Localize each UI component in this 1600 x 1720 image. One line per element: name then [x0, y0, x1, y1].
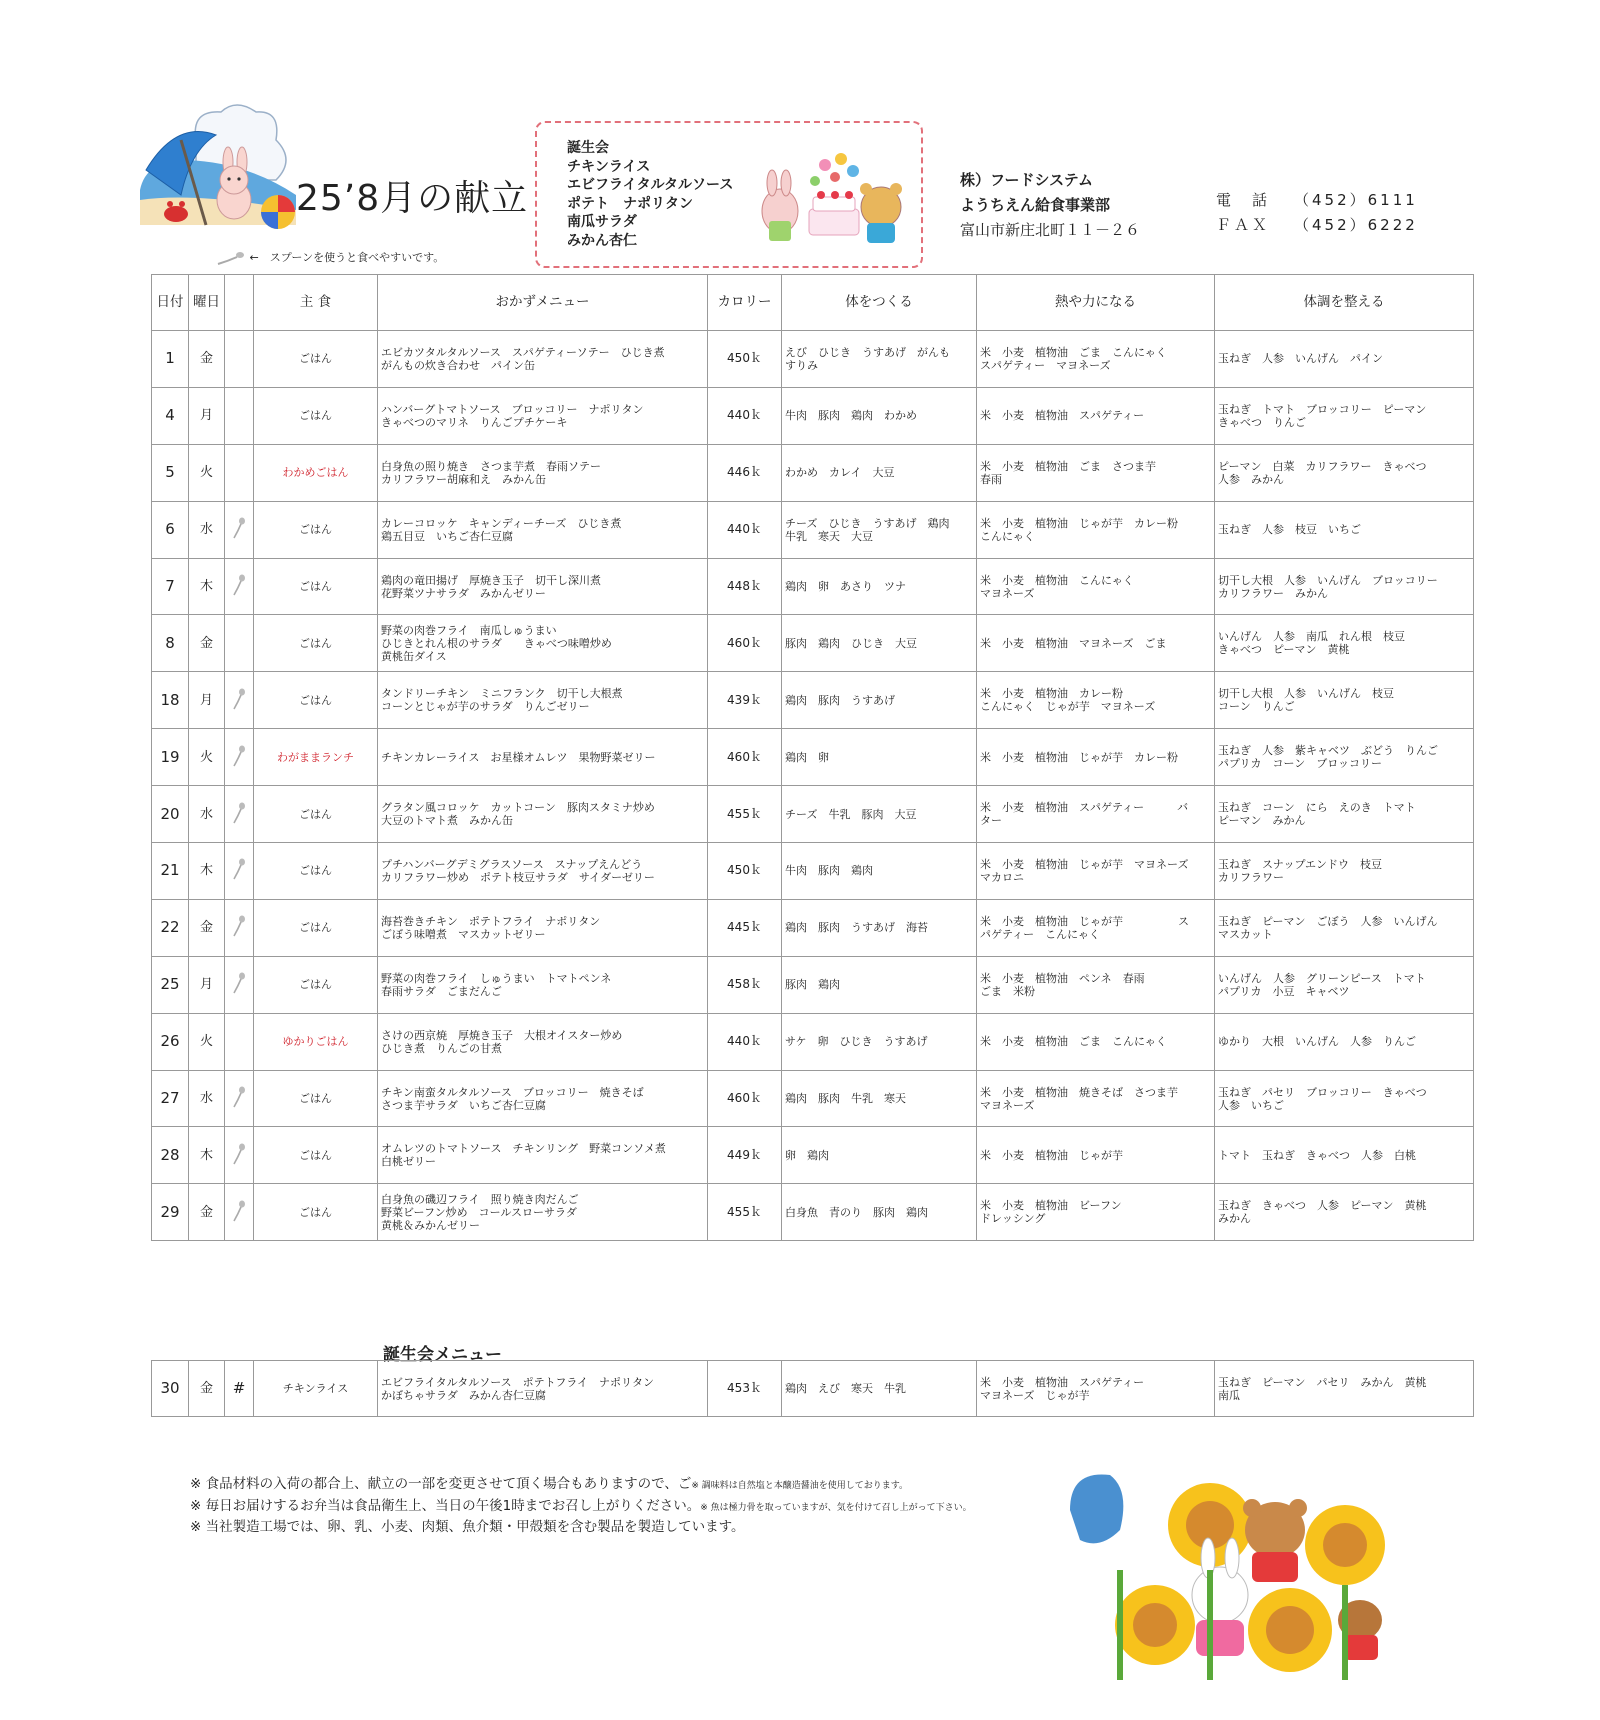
cell-side-dishes: チキンカレーライス お星様オムレツ 果物野菜ゼリー — [378, 729, 708, 786]
birthday-box-line: 南瓜サラダ — [567, 214, 637, 230]
cell-weekday: 水 — [189, 786, 225, 843]
spoon-icon — [232, 574, 246, 596]
cell-date: 6 — [152, 501, 189, 558]
cell-energy: 米 小麦 植物油 ペンネ 春雨 ごま 米粉 — [977, 956, 1215, 1013]
table-row — [152, 444, 1474, 501]
cell-calories: 439ｋ — [708, 672, 782, 729]
note-text: ※ 食品材料の入荷の都合上、献立の一部を変更させて頂く場合もありますので、ご — [190, 1476, 692, 1492]
beach-illustration — [136, 100, 296, 240]
cell-side-dishes: 野菜の肉巻フライ 南瓜しゅうまい ひじきとれん根のサラダ きゃべつ味噌炒め 黄桃缶ダイス — [378, 615, 708, 672]
spoon-icon — [232, 1086, 246, 1108]
cell-side-dishes: カレーコロッケ キャンディーチーズ ひじき煮 鶏五目豆 いちご杏仁豆腐 — [378, 501, 708, 558]
cell-weekday: 木 — [189, 843, 225, 900]
header-calories: カロリー — [708, 275, 782, 331]
cell-date: 26 — [152, 1013, 189, 1070]
table-row — [152, 1184, 1474, 1241]
table-header-row — [152, 275, 1474, 331]
cell-energy: 米 小麦 植物油 ごま こんにゃく スパゲティー マヨネーズ — [977, 331, 1215, 388]
cell-body-building: わかめ カレイ 大豆 — [782, 444, 977, 501]
cell-staple: ごはん — [254, 501, 378, 558]
cell-condition: 玉ねぎ 人参 紫キャベツ ぶどう りんご パプリカ コーン ブロッコリー — [1215, 729, 1474, 786]
cell-energy: 米 小麦 植物油 ごま さつま芋 春雨 — [977, 444, 1215, 501]
cell-spoon — [225, 1013, 254, 1070]
cell-calories: 449ｋ — [708, 1127, 782, 1184]
cell-calories: 440ｋ — [708, 387, 782, 444]
cell-condition: 玉ねぎ スナップエンドウ 枝豆 カリフラワー — [1215, 843, 1474, 900]
fax-number: （452）6222 — [1294, 216, 1418, 234]
birthday-party-box — [535, 121, 923, 268]
cell-spoon — [225, 558, 254, 615]
cell-calories: 440ｋ — [708, 501, 782, 558]
cell-date: 27 — [152, 1070, 189, 1127]
cell-calories: 455ｋ — [708, 1184, 782, 1241]
cell-spoon — [225, 387, 254, 444]
cell-energy: 米 小麦 植物油 スパゲティー マヨネーズ じゃが芋 — [977, 1361, 1215, 1417]
cell-weekday: 月 — [189, 956, 225, 1013]
cell-calories: 460ｋ — [708, 1070, 782, 1127]
spoon-icon — [232, 745, 246, 767]
cell-weekday: 木 — [189, 558, 225, 615]
cell-side-dishes: エビカツタルタルソース スパゲティーソテー ひじき煮 がんもの炊き合わせ パイン缶 — [378, 331, 708, 388]
cell-body-building: サケ 卵 ひじき うすあげ — [782, 1013, 977, 1070]
cell-calories: 453ｋ — [708, 1361, 782, 1417]
note-small-text: ※ 魚は極力骨を取っていますが、気を付けて召し上がって下さい。 — [700, 1502, 972, 1513]
cell-spoon — [225, 501, 254, 558]
cell-spoon — [225, 1184, 254, 1241]
table-row — [152, 1013, 1474, 1070]
birthday-box-line: エビフライタルタルソース — [567, 177, 734, 193]
cell-side-dishes: 白身魚の磯辺フライ 照り焼き肉だんご 野菜ビーフン炒め コールスローサラダ 黄桃＆みかんゼリー — [378, 1184, 708, 1241]
cell-staple: ごはん — [254, 786, 378, 843]
cell-body-building: チーズ 牛乳 豚肉 大豆 — [782, 786, 977, 843]
page-title: 25’8月の献立 — [296, 178, 529, 219]
birthday-box-line: ポテト ナポリタン — [567, 195, 693, 212]
spoon-note — [216, 249, 444, 265]
cell-weekday: 火 — [189, 729, 225, 786]
cell-staple: ごはん — [254, 615, 378, 672]
spoon-icon — [232, 972, 246, 994]
cell-spoon — [225, 899, 254, 956]
cell-energy: 米 小麦 植物油 スパゲティー バ ター — [977, 786, 1215, 843]
cell-weekday: 火 — [189, 1013, 225, 1070]
cell-condition: 玉ねぎ 人参 枝豆 いちご — [1215, 501, 1474, 558]
cell-spoon — [225, 843, 254, 900]
menu-table — [151, 274, 1474, 1241]
header-condition: 体調を整える — [1215, 275, 1474, 331]
cell-mark: # — [225, 1361, 254, 1417]
cell-body-building: 牛肉 豚肉 鶏肉 わかめ — [782, 387, 977, 444]
cell-date: 30 — [152, 1361, 189, 1417]
note-small-text: ※ 調味料は自然塩と本醸造醤油を使用しております。 — [691, 1481, 909, 1491]
cell-weekday: 金 — [189, 615, 225, 672]
spoon-icon — [232, 802, 246, 824]
cell-date: 8 — [152, 615, 189, 672]
cell-calories: 445ｋ — [708, 899, 782, 956]
cell-body-building: 鶏肉 卵 — [782, 729, 977, 786]
cell-weekday: 月 — [189, 672, 225, 729]
cell-calories: 455ｋ — [708, 786, 782, 843]
cell-condition: 玉ねぎ きゃべつ 人参 ピーマン 黄桃 みかん — [1215, 1184, 1474, 1241]
birthday-box-line: チキンライス — [567, 158, 651, 175]
cell-body-building: 白身魚 青のり 豚肉 鶏肉 — [782, 1184, 977, 1241]
cell-staple: ごはん — [254, 899, 378, 956]
company-address: 富山市新庄北町１１－２６ — [960, 221, 1141, 239]
cell-calories: 460ｋ — [708, 729, 782, 786]
notes — [190, 1475, 972, 1538]
cell-condition: トマト 玉ねぎ きゃべつ 人参 白桃 — [1215, 1127, 1474, 1184]
spoon-icon — [216, 251, 246, 265]
cell-energy: 米 小麦 植物油 じゃが芋 ス パゲティー こんにゃく — [977, 899, 1215, 956]
cell-date: 25 — [152, 956, 189, 1013]
cell-side-dishes: さけの西京焼 厚焼き玉子 大根オイスター炒め ひじき煮 りんごの甘煮 — [378, 1013, 708, 1070]
cell-spoon — [225, 1127, 254, 1184]
table-row — [152, 899, 1474, 956]
birthday-menu-table — [151, 1360, 1474, 1417]
cell-condition: 玉ねぎ ピーマン パセリ みかん 黄桃 南瓜 — [1215, 1361, 1474, 1417]
cell-date: 29 — [152, 1184, 189, 1241]
note-text: ※ 当社製造工場では、卵、乳、小麦、肉類、魚介類・甲殻類を含む製品を製造しています。 — [190, 1519, 745, 1535]
cell-weekday: 金 — [189, 1184, 225, 1241]
cell-calories: 460ｋ — [708, 615, 782, 672]
cell-calories: 450ｋ — [708, 331, 782, 388]
cell-body-building: 鶏肉 豚肉 牛乳 寒天 — [782, 1070, 977, 1127]
spoon-icon — [232, 517, 246, 539]
cell-date: 1 — [152, 331, 189, 388]
cell-date: 4 — [152, 387, 189, 444]
table-row — [152, 956, 1474, 1013]
cell-condition: 玉ねぎ パセリ ブロッコリー きゃべつ 人参 いちご — [1215, 1070, 1474, 1127]
header-staple: 主 食 — [254, 275, 378, 331]
cell-energy: 米 小麦 植物油 スパゲティー — [977, 387, 1215, 444]
cell-side-dishes: 白身魚の照り焼き さつま芋煮 春雨ソテー カリフラワー胡麻和え みかん缶 — [378, 444, 708, 501]
cell-condition: 玉ねぎ 人参 いんげん パイン — [1215, 331, 1474, 388]
cell-condition: 玉ねぎ トマト ブロッコリー ピーマン きゃべつ りんご — [1215, 387, 1474, 444]
spoon-icon — [232, 1200, 246, 1222]
table-row — [152, 331, 1474, 388]
header-weekday: 曜日 — [189, 275, 225, 331]
cell-staple: チキンライス — [254, 1361, 378, 1417]
birthday-menu-list — [567, 139, 733, 250]
cell-calories: 440ｋ — [708, 1013, 782, 1070]
cell-staple: わがままランチ — [254, 729, 378, 786]
cell-body-building: 鶏肉 えび 寒天 牛乳 — [782, 1361, 977, 1417]
cell-side-dishes: 鶏肉の竜田揚げ 厚焼き玉子 切干し深川煮 花野菜ツナサラダ みかんゼリー — [378, 558, 708, 615]
cell-spoon — [225, 786, 254, 843]
cell-date: 22 — [152, 899, 189, 956]
cell-staple: ごはん — [254, 331, 378, 388]
spoon-note-text: ← スプーンを使うと食べやすいです。 — [249, 251, 445, 264]
cell-spoon — [225, 672, 254, 729]
cell-spoon — [225, 729, 254, 786]
contact-info — [1216, 188, 1418, 238]
cell-date: 21 — [152, 843, 189, 900]
cell-date: 5 — [152, 444, 189, 501]
cell-energy: 米 小麦 植物油 マヨネーズ ごま — [977, 615, 1215, 672]
cell-energy: 米 小麦 植物油 ビーフン ドレッシング — [977, 1184, 1215, 1241]
spoon-icon — [232, 858, 246, 880]
cell-side-dishes: チキン南蛮タルタルソース ブロッコリー 焼きそば さつま芋サラダ いちご杏仁豆腐 — [378, 1070, 708, 1127]
table-row — [152, 672, 1474, 729]
party-animals-illustration — [755, 151, 905, 251]
cell-side-dishes: グラタン風コロッケ カットコーン 豚肉スタミナ炒め 大豆のトマト煮 みかん缶 — [378, 786, 708, 843]
cell-energy: 米 小麦 植物油 じゃが芋 カレー粉 — [977, 729, 1215, 786]
cell-body-building: 豚肉 鶏肉 — [782, 956, 977, 1013]
cell-calories: 458ｋ — [708, 956, 782, 1013]
cell-staple: ごはん — [254, 1184, 378, 1241]
cell-energy: 米 小麦 植物油 じゃが芋 — [977, 1127, 1215, 1184]
cell-spoon — [225, 956, 254, 1013]
table-row — [152, 615, 1474, 672]
cell-body-building: 豚肉 鶏肉 ひじき 大豆 — [782, 615, 977, 672]
cell-body-building: 鶏肉 豚肉 うすあげ 海苔 — [782, 899, 977, 956]
cell-date: 18 — [152, 672, 189, 729]
cell-weekday: 水 — [189, 501, 225, 558]
cell-staple: ごはん — [254, 672, 378, 729]
cell-staple: ごはん — [254, 1127, 378, 1184]
cell-side-dishes: プチハンバーグデミグラスソース スナップえんどう カリフラワー炒め ポテト枝豆サラダ サイダーゼリー — [378, 843, 708, 900]
header-side-dishes: おかずメニュー — [378, 275, 708, 331]
cell-body-building: 鶏肉 豚肉 うすあげ — [782, 672, 977, 729]
cell-energy: 米 小麦 植物油 カレー粉 こんにゃく じゃが芋 マヨネーズ — [977, 672, 1215, 729]
cell-energy: 米 小麦 植物油 ごま こんにゃく — [977, 1013, 1215, 1070]
spoon-icon — [232, 688, 246, 710]
cell-side-dishes: タンドリーチキン ミニフランク 切干し大根煮 コーンとじゃが芋のサラダ りんごゼリー — [378, 672, 708, 729]
company-dept: ようちえん給食事業部 — [960, 196, 1111, 214]
header-body-building: 体をつくる — [782, 275, 977, 331]
cell-side-dishes: ハンバーグトマトソース ブロッコリー ナポリタン きゃべつのマリネ りんごプチケーキ — [378, 387, 708, 444]
birthday-box-line: 誕生会 — [567, 140, 609, 156]
header-date: 日付 — [152, 275, 189, 331]
fax-label: ＦＡＸ — [1216, 216, 1271, 234]
cell-weekday: 金 — [189, 899, 225, 956]
table-row — [152, 558, 1474, 615]
header-spoon — [225, 275, 254, 331]
cell-weekday: 月 — [189, 387, 225, 444]
birthday-menu-heading: 誕生会メニュー — [383, 1345, 502, 1365]
cell-body-building: チーズ ひじき うすあげ 鶏肉 牛乳 寒天 大豆 — [782, 501, 977, 558]
cell-staple: ごはん — [254, 843, 378, 900]
cell-condition: ピーマン 白菜 カリフラワー きゃべつ 人参 みかん — [1215, 444, 1474, 501]
birthday-box-line: みかん杏仁 — [567, 232, 637, 249]
cell-energy: 米 小麦 植物油 焼きそば さつま芋 マヨネーズ — [977, 1070, 1215, 1127]
cell-staple: ごはん — [254, 558, 378, 615]
tel-number: （452）6111 — [1294, 191, 1418, 209]
cell-calories: 446ｋ — [708, 444, 782, 501]
menu-table-body — [152, 331, 1474, 1241]
cell-energy: 米 小麦 植物油 じゃが芋 マヨネーズ マカロニ — [977, 843, 1215, 900]
spoon-icon — [232, 1143, 246, 1165]
cell-side-dishes: エビフライタルタルソース ポテトフライ ナポリタン かぼちゃサラダ みかん杏仁豆腐 — [378, 1361, 708, 1417]
cell-spoon — [225, 1070, 254, 1127]
cell-side-dishes: 海苔巻きチキン ポテトフライ ナポリタン ごぼう味噌煮 マスカットゼリー — [378, 899, 708, 956]
cell-weekday: 水 — [189, 1070, 225, 1127]
table-row — [152, 1070, 1474, 1127]
cell-date: 19 — [152, 729, 189, 786]
table-row — [152, 501, 1474, 558]
cell-calories: 448ｋ — [708, 558, 782, 615]
cell-spoon — [225, 331, 254, 388]
cell-staple: ごはん — [254, 1070, 378, 1127]
cell-body-building: 鶏肉 卵 あさり ツナ — [782, 558, 977, 615]
cell-body-building: 牛肉 豚肉 鶏肉 — [782, 843, 977, 900]
sunflower-animals-illustration — [1060, 1470, 1420, 1680]
cell-weekday: 金 — [189, 1361, 225, 1417]
table-row — [152, 387, 1474, 444]
cell-body-building: 卵 鶏肉 — [782, 1127, 977, 1184]
spoon-icon — [232, 915, 246, 937]
cell-staple: ごはん — [254, 387, 378, 444]
cell-side-dishes: 野菜の肉巻フライ しゅうまい トマトペンネ 春雨サラダ ごまだんご — [378, 956, 708, 1013]
cell-energy: 米 小麦 植物油 こんにゃく マヨネーズ — [977, 558, 1215, 615]
cell-staple: ゆかりごはん — [254, 1013, 378, 1070]
company-info — [960, 168, 1140, 243]
cell-condition: ゆかり 大根 いんげん 人参 りんご — [1215, 1013, 1474, 1070]
table-row — [152, 843, 1474, 900]
cell-body-building: えび ひじき うすあげ がんも すりみ — [782, 331, 977, 388]
table-row — [152, 1127, 1474, 1184]
cell-date: 20 — [152, 786, 189, 843]
table-row — [152, 729, 1474, 786]
cell-energy: 米 小麦 植物油 じゃが芋 カレー粉 こんにゃく — [977, 501, 1215, 558]
cell-condition: いんげん 人参 グリーンピース トマト パプリカ 小豆 キャベツ — [1215, 956, 1474, 1013]
cell-spoon — [225, 444, 254, 501]
table-row — [152, 1361, 1474, 1417]
cell-staple: ごはん — [254, 956, 378, 1013]
cell-spoon — [225, 615, 254, 672]
cell-date: 7 — [152, 558, 189, 615]
cell-weekday: 火 — [189, 444, 225, 501]
table-row — [152, 786, 1474, 843]
cell-weekday: 金 — [189, 331, 225, 388]
cell-date: 28 — [152, 1127, 189, 1184]
cell-condition: 玉ねぎ コーン にら えのき トマト ピーマン みかん — [1215, 786, 1474, 843]
cell-side-dishes: オムレツのトマトソース チキンリング 野菜コンソメ煮 白桃ゼリー — [378, 1127, 708, 1184]
cell-condition: いんげん 人参 南瓜 れん根 枝豆 きゃべつ ピーマン 黄桃 — [1215, 615, 1474, 672]
cell-condition: 切干し大根 人参 いんげん 枝豆 コーン りんご — [1215, 672, 1474, 729]
note-text: ※ 毎日お届けするお弁当は食品衛生上、当日の午後1時までお召し上がりください。 — [190, 1497, 701, 1514]
company-name: 株）フードシステム — [960, 171, 1094, 189]
cell-weekday: 木 — [189, 1127, 225, 1184]
cell-condition: 玉ねぎ ピーマン ごぼう 人参 いんげん マスカット — [1215, 899, 1474, 956]
header-energy: 熱や力になる — [977, 275, 1215, 331]
cell-condition: 切干し大根 人参 いんげん ブロッコリー カリフラワー みかん — [1215, 558, 1474, 615]
cell-staple: わかめごはん — [254, 444, 378, 501]
cell-calories: 450ｋ — [708, 843, 782, 900]
tel-label: 電 話 — [1216, 191, 1271, 209]
